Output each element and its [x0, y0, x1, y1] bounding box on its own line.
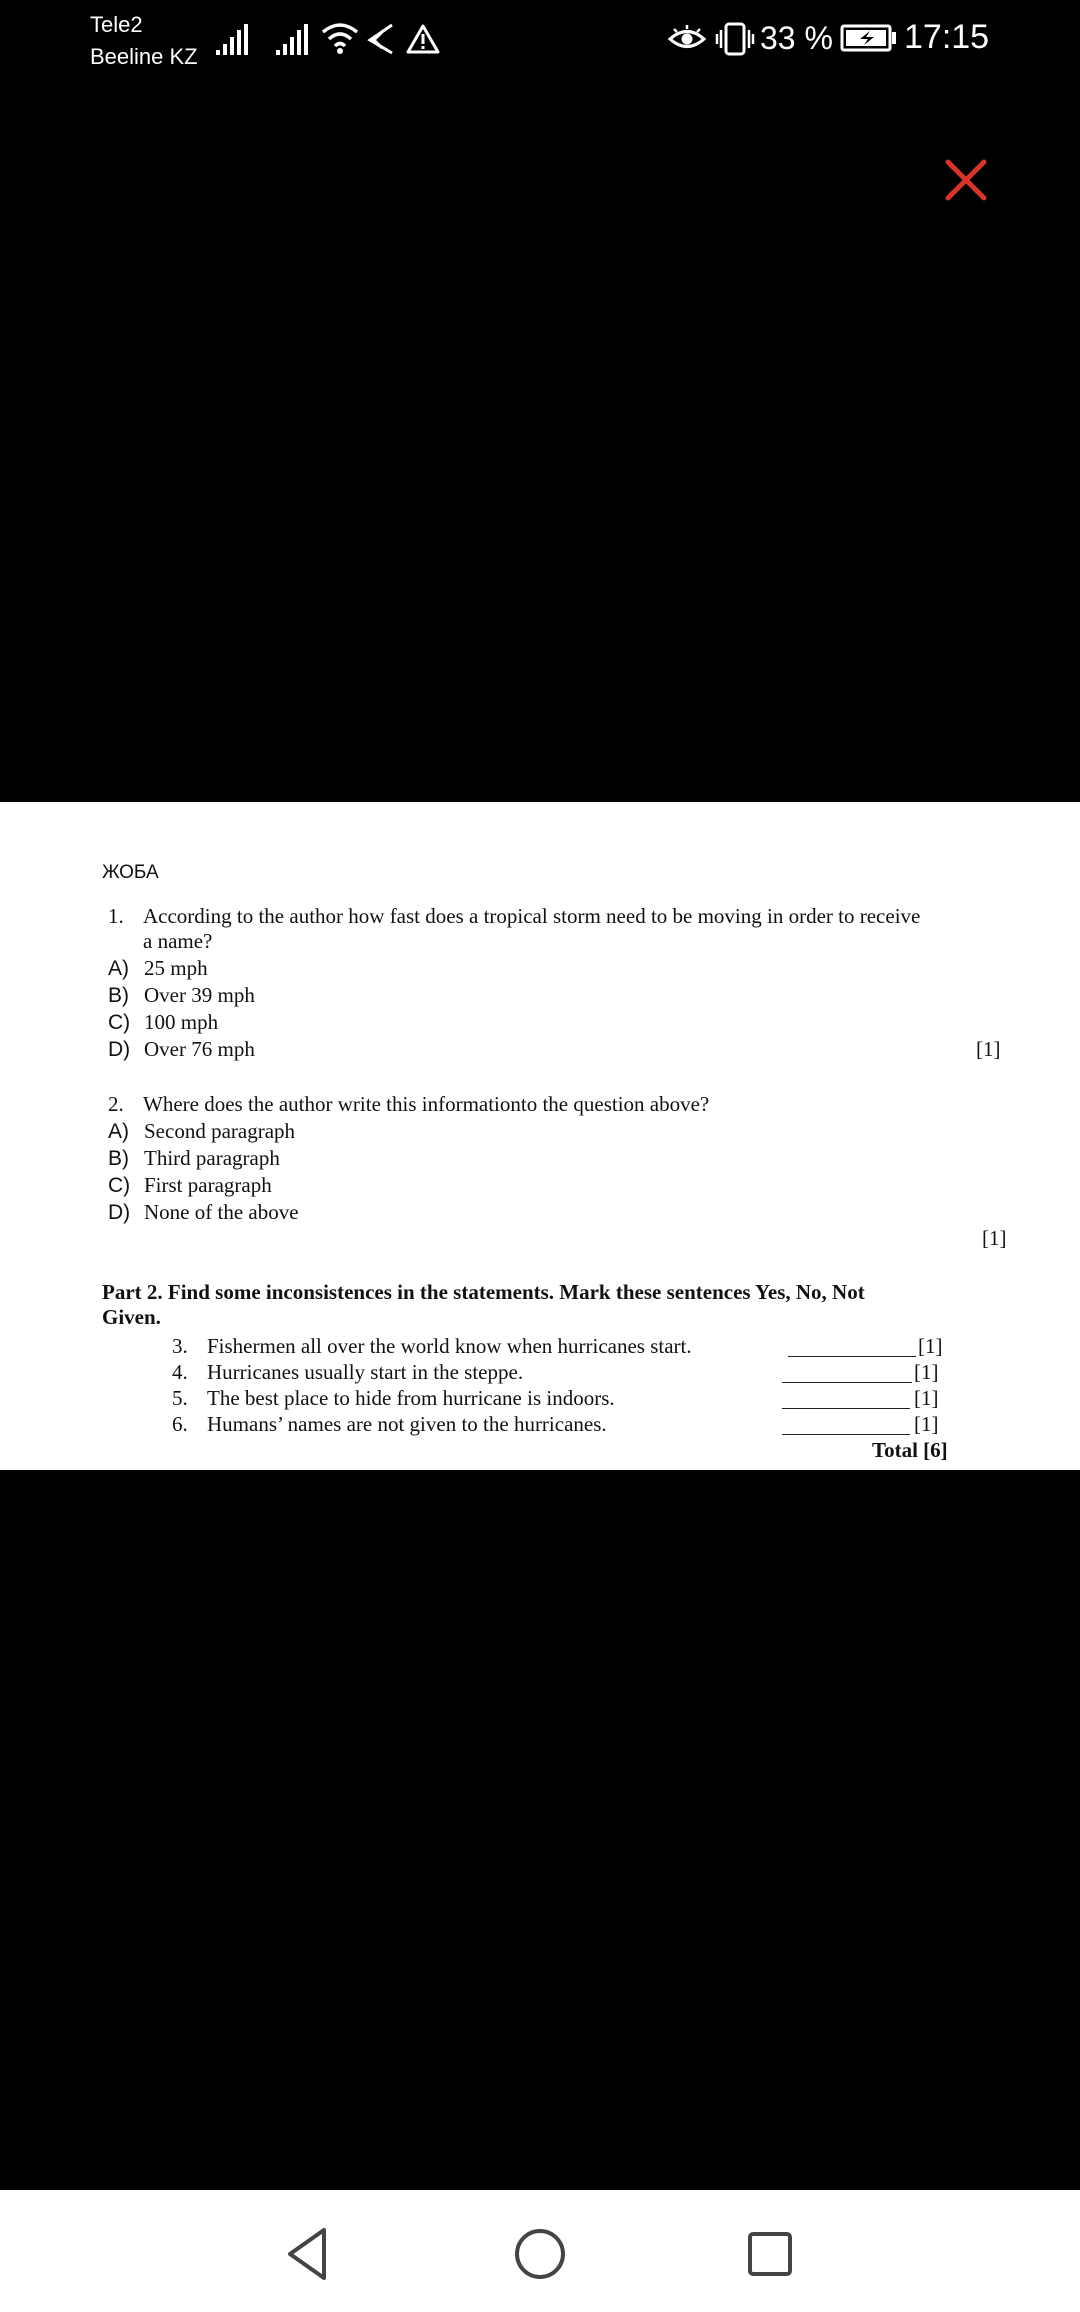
signal-icon [276, 22, 312, 56]
part-2-title-line-1: Part 2. Find some inconsistences in the statements. Mark these sentences Yes, No, Not [102, 1280, 865, 1304]
signal-icon [216, 22, 252, 56]
warning-icon [406, 24, 440, 54]
option-letter: D) [108, 1038, 131, 1061]
answer-blank [782, 1408, 910, 1409]
total-marks: Total [6] [872, 1438, 948, 1462]
statement-4-number: 4. [172, 1360, 188, 1384]
question-1-mark: [1] [976, 1037, 1001, 1061]
navigation-bar [0, 2190, 1080, 2312]
nfc-icon [364, 22, 398, 56]
statement-3-number: 3. [172, 1334, 188, 1358]
question-1-number: 1. [108, 904, 124, 928]
recent-apps-button[interactable] [738, 2222, 802, 2286]
document-heading: ЖОБА [102, 862, 159, 883]
option-text: Third paragraph [144, 1146, 280, 1170]
question-2-option-a [108, 1119, 295, 1144]
home-circle-icon [508, 2222, 572, 2286]
status-bar [0, 0, 1080, 80]
question-2-option-c [108, 1173, 272, 1198]
question-1-option-a [108, 956, 208, 981]
question-1-option-c [108, 1010, 218, 1035]
question-2-option-d [108, 1200, 299, 1225]
question-2-mark: [1] [982, 1226, 1007, 1250]
question-2-text: Where does the author write this informationto the question above? [143, 1092, 710, 1116]
statement-6-text: Humans’ names are not given to the hurricanes. [207, 1412, 607, 1436]
recent-apps-square-icon [738, 2222, 802, 2286]
carrier-name-1: Tele2 [90, 12, 143, 37]
close-icon [936, 150, 996, 210]
document-image [0, 802, 1080, 1470]
question-1-text-line-2: a name? [143, 929, 213, 953]
option-letter: A) [108, 957, 129, 980]
battery-charging-icon [840, 24, 898, 52]
answer-blank [782, 1382, 912, 1383]
option-letter: B) [108, 984, 129, 1007]
clock-time: 17:15 [904, 18, 990, 56]
statement-6-mark: [1] [914, 1412, 939, 1436]
question-1-option-b [108, 983, 255, 1008]
option-text: 25 mph [144, 956, 208, 980]
answer-blank [782, 1434, 910, 1435]
question-2-number: 2. [108, 1092, 124, 1116]
statement-5-text: The best place to hide from hurricane is indoors. [207, 1386, 615, 1410]
option-text: First paragraph [144, 1173, 272, 1197]
option-text: None of the above [144, 1200, 299, 1224]
option-text: Second paragraph [144, 1119, 296, 1143]
option-text: Over 76 mph [144, 1037, 255, 1061]
statement-4-mark: [1] [914, 1360, 939, 1384]
eye-comfort-icon [668, 24, 706, 54]
option-letter: A) [108, 1120, 129, 1143]
question-2-option-b [108, 1146, 280, 1171]
statement-3-text: Fishermen all over the world know when hurricanes start. [207, 1334, 692, 1358]
battery-percentage: 33 % [760, 20, 833, 56]
answer-blank [788, 1356, 916, 1357]
part-2-title-line-2: Given. [102, 1305, 161, 1329]
option-letter: B) [108, 1147, 129, 1170]
statement-3-mark: [1] [918, 1334, 943, 1358]
option-text: Over 39 mph [144, 983, 255, 1007]
vibrate-icon [714, 22, 756, 56]
wifi-icon [320, 20, 360, 56]
statement-4-text: Hurricanes usually start in the steppe. [207, 1360, 524, 1384]
option-text: 100 mph [144, 1010, 219, 1034]
option-letter: D) [108, 1201, 131, 1224]
question-1-option-d [108, 1037, 255, 1062]
statement-6-number: 6. [172, 1412, 188, 1436]
option-letter: C) [108, 1011, 131, 1034]
question-1-text-line-1: According to the author how fast does a tropical storm need to be moving in order to receive [143, 904, 921, 928]
statement-5-mark: [1] [914, 1386, 939, 1410]
back-button[interactable] [276, 2222, 340, 2286]
statement-5-number: 5. [172, 1386, 188, 1410]
back-triangle-icon [276, 2222, 340, 2286]
carrier-name-2: Beeline KZ [90, 44, 198, 69]
option-letter: C) [108, 1174, 131, 1197]
close-button[interactable] [936, 150, 996, 210]
home-button[interactable] [508, 2222, 572, 2286]
